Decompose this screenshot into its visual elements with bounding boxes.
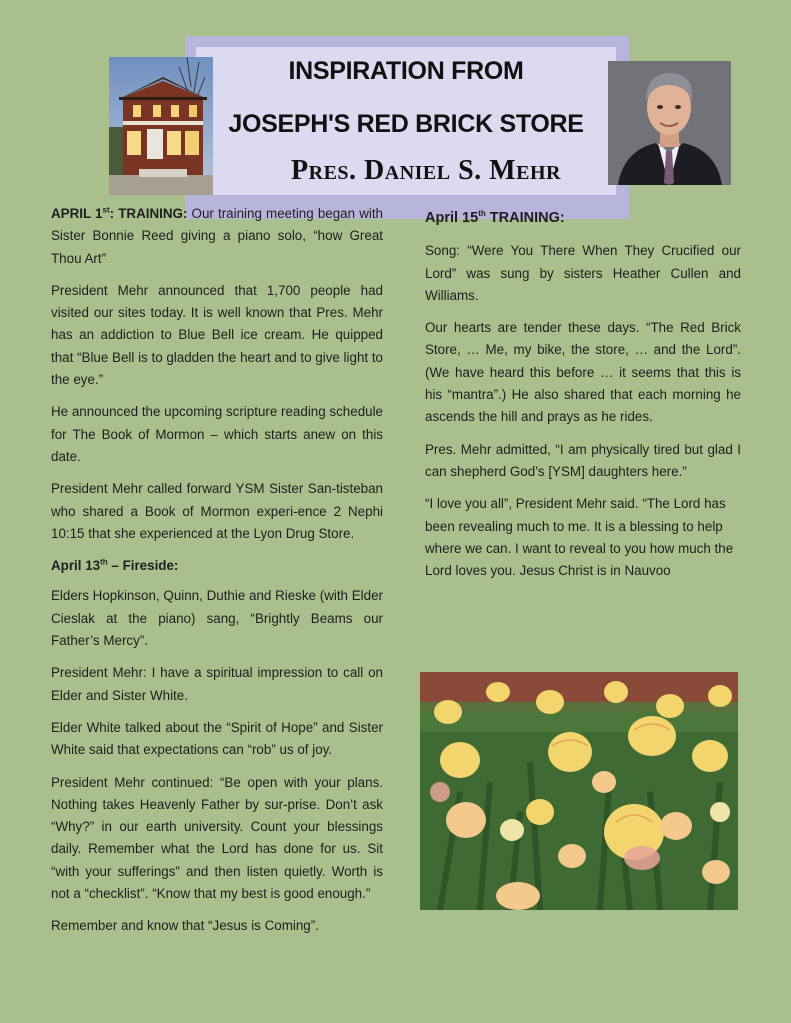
april-1-paragraph: APRIL 1st: TRAINING: Our training meeting began with Sister Bonnie Reed giving a piano solo, “how Great Thou Art” (51, 205, 384, 266)
tender-hearts-paragraph: Our hearts are tender these days. “The Red Brick Store, … Me, my bike, the store, … and the Lord”. (We have heard this before … it seems that this is his “mantra”.) He also shared that each morning he ascends the hill and prays as he rides. (425, 320, 741, 425)
physically-tired-paragraph: Pres. Mehr admitted, “I am physically tired but glad I can shepherd God’s [YSM] daughters here.” (425, 441, 741, 479)
love-you-all-paragraph: “I love you all”, President Mehr said. “The Lord has been revealing much to me. It is a blessing to help where we can. I want to reveal to you how much the Lord loves you. Jesus Christ is in Nauvoo (425, 496, 734, 579)
red-brick-store-photo (109, 57, 213, 195)
elders-song-paragraph: Elders Hopkinson, Quinn, Duthie and Rieske (with Elder Cieslak at the piano) sang, “Brightly Beams our Father’s Mercy”. (51, 588, 383, 649)
spiritual-impression-paragraph: President Mehr: I have a spiritual impression to call on Elder and Sister White. (51, 665, 383, 703)
president-portrait (608, 61, 731, 185)
president-continued-paragraph: President Mehr continued: “Be open with your plans. Nothing takes Heavenly Father by sur-prise. Don’t ask “Why?” in our earth university. Count your blessings daily. Remember what the Lord has done for us. Sit “with your sufferings” and then listen quietly. Worth is not a “checklist”. “Know that my best is good enough.” (51, 774, 383, 902)
subtitle-president-name: Pres. Daniel S. Mehr (291, 155, 561, 186)
elder-white-paragraph: Elder White talked about the “Spirit of Hope” and Sister White said that expectations can “rob” us of joy. (51, 719, 383, 758)
visitors-paragraph: President Mehr announced that 1,700 people had visited our sites today. It is well known that Pres. Mehr has an addiction to Blue Bell ice cream. He quipped that “Blue Bell is to gladden the heart and to give light to the eye.” (51, 282, 384, 388)
left-column (51, 203, 383, 948)
april-15-heading: April 15th TRAINING: (425, 209, 565, 226)
tulips-photo (420, 672, 738, 910)
april-13-heading: April 13th – Fireside: (51, 557, 179, 574)
right-column (425, 207, 741, 592)
sister-santisteban-paragraph: President Mehr called forward YSM Sister San-tisteban who shared a Book of Mormon experi-ence 2 Nephi 10:15 that she experienced at the Lyon Drug Store. (51, 481, 383, 541)
title-line-2: JOSEPH'S RED BRICK STORE (228, 110, 584, 138)
jesus-coming-paragraph: Remember and know that “Jesus is Coming”. (51, 918, 319, 934)
title-banner (196, 47, 616, 195)
scripture-schedule-paragraph: He announced the upcoming scripture reading schedule for The Book of Mormon – which starts anew on this date. (51, 404, 384, 464)
april-1-heading: APRIL 1st: TRAINING: (51, 205, 188, 221)
song-paragraph: Song: “Were You There When They Crucified our Lord” was sung by sisters Heather Cullen and Williams. (425, 243, 741, 303)
title-line-1: INSPIRATION FROM (288, 57, 524, 85)
